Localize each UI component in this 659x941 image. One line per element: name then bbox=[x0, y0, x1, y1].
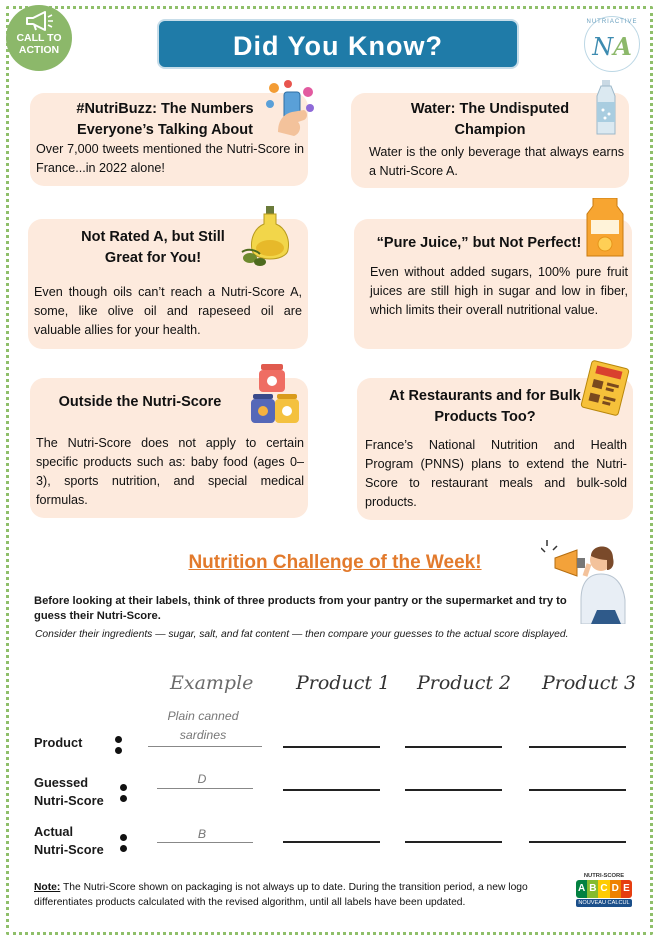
card-body: Over 7,000 tweets mentioned the Nutri-Score in France...in 2022 alone! bbox=[36, 142, 304, 175]
olive-oil-bottle-icon bbox=[240, 206, 296, 266]
card-body: Even though oils can’t reach a Nutri-Score A, some, like olive oil and rapeseed oil are valuable allies for your health. bbox=[34, 285, 302, 337]
column-header-product-3: Product 3 bbox=[542, 672, 637, 694]
call-to-action-badge bbox=[6, 5, 72, 71]
nutriscore-grade-e: E bbox=[621, 880, 632, 898]
baby-food-jars-icon bbox=[249, 364, 301, 426]
megaphone-icon bbox=[24, 11, 54, 31]
card-title-line-1: At Restaurants and for Bulk bbox=[389, 388, 581, 404]
product-2-guessed-field[interactable] bbox=[405, 789, 502, 791]
product-1-guessed-field[interactable] bbox=[283, 789, 380, 791]
challenge-hint: Consider their ingredients — sugar, salt, and fat content — then compare your guesses to the actual score displayed. bbox=[35, 629, 569, 640]
row-label-actual bbox=[34, 823, 104, 859]
product-3-actual-field[interactable] bbox=[529, 841, 626, 843]
page-title: Did You Know? bbox=[157, 19, 519, 69]
product-1-answer-field[interactable] bbox=[283, 746, 380, 748]
example-guessed-line bbox=[157, 788, 253, 789]
colon-marker bbox=[120, 782, 127, 804]
phone-social-icon bbox=[264, 80, 314, 136]
example-product-line bbox=[148, 746, 262, 747]
card-title bbox=[367, 386, 603, 428]
row-label-actual-line-1: Actual bbox=[34, 824, 74, 839]
logo-monogram bbox=[584, 32, 640, 61]
cta-line-2: ACTION bbox=[18, 44, 60, 56]
footnote-lead: Note: bbox=[34, 882, 61, 893]
column-header-product-1: Product 1 bbox=[296, 672, 391, 694]
product-3-guessed-field[interactable] bbox=[529, 789, 626, 791]
card-body: Even without added sugars, 100% pure fruit juices are still high in sugar and low in fiber, which limits their overall nutritional value. bbox=[370, 265, 628, 317]
row-label-product-text: Product bbox=[34, 735, 83, 750]
row-label-guessed bbox=[34, 774, 104, 810]
nutriactive-logo bbox=[584, 16, 640, 72]
row-label-guessed-line-1: Guessed bbox=[34, 775, 89, 790]
logo-brand: NUTRIACTIVE bbox=[586, 19, 638, 25]
nutriscore-grade-d: D bbox=[610, 880, 621, 898]
fact-card-water bbox=[351, 93, 629, 188]
card-title bbox=[364, 233, 594, 254]
card-title-line-2: Products Too? bbox=[434, 409, 536, 425]
card-title-line-1: #NutriBuzz: The Numbers bbox=[76, 101, 254, 117]
nutriscore-footer: NOUVEAU CALCUL bbox=[576, 899, 632, 907]
card-body: The Nutri-Score does not apply to certain specific products such as: baby food (ages 0–3), sports nutrition, and special medical formulas. bbox=[36, 436, 304, 507]
nutriscore-grade-bar bbox=[576, 880, 632, 898]
card-title-line-1: Outside the Nutri-Score bbox=[58, 394, 222, 410]
product-2-actual-field[interactable] bbox=[405, 841, 502, 843]
cta-line-1: CALL TO bbox=[16, 32, 62, 44]
menu-board-icon bbox=[578, 360, 632, 416]
row-label-guessed-line-2: Nutri-Score bbox=[34, 793, 104, 808]
card-body: Water is the only beverage that always earns a Nutri-Score A. bbox=[369, 145, 624, 178]
column-header-product-2: Product 2 bbox=[417, 672, 512, 694]
nutriscore-grade-b: B bbox=[587, 880, 598, 898]
footnote-text: The Nutri-Score shown on packaging is not always up to date. During the transition period, a new logo differentiates products calculated with the revised algorithm, until all labels have been updated. bbox=[34, 882, 528, 908]
card-title-line-1: “Pure Juice,” but Not Perfect! bbox=[376, 235, 582, 251]
card-title-line-1: Not Rated A, but Still bbox=[81, 229, 225, 245]
example-actual-line bbox=[157, 842, 253, 843]
water-bottle-icon bbox=[591, 80, 621, 136]
example-product-value: Plain canned sardines bbox=[167, 709, 239, 742]
card-title-line-1: Water: The Undisputed bbox=[410, 101, 570, 117]
orange-juice-carton-icon bbox=[585, 198, 625, 258]
example-guessed-value: D bbox=[197, 772, 207, 786]
card-title bbox=[38, 227, 268, 269]
card-title-line-2: Everyone’s Talking About bbox=[77, 122, 253, 138]
product-1-actual-field[interactable] bbox=[283, 841, 380, 843]
logo-monogram-a: A bbox=[613, 32, 632, 61]
column-header-example: Example bbox=[170, 672, 254, 694]
row-label-product bbox=[34, 734, 82, 752]
footnote bbox=[34, 880, 564, 910]
card-title bbox=[371, 99, 609, 141]
colon-marker bbox=[115, 734, 122, 756]
row-label-actual-line-2: Nutri-Score bbox=[34, 842, 104, 857]
card-title bbox=[40, 99, 290, 141]
nutriscore-badge bbox=[576, 873, 632, 911]
colon-marker bbox=[120, 832, 127, 854]
card-title-line-2: Champion bbox=[454, 122, 526, 138]
product-2-answer-field[interactable] bbox=[405, 746, 502, 748]
example-actual-value: B bbox=[197, 827, 207, 841]
challenge-title: Nutrition Challenge of the Week! bbox=[188, 552, 482, 573]
challenge-intro: Before looking at their labels, think of three products from your pantry or the supermarket and try to guess their Nutri-Score. bbox=[34, 595, 567, 622]
nutriscore-grade-c: C bbox=[598, 880, 609, 898]
card-body: France’s National Nutrition and Health Program (PNNS) plans to extend the Nutri-Score to restaurant meals and bulk-sold products. bbox=[365, 438, 627, 509]
card-title bbox=[40, 392, 240, 413]
card-title-line-2: Great for You! bbox=[104, 250, 202, 266]
nutriscore-grade-a: A bbox=[576, 880, 587, 898]
nutriscore-caption: NUTRI-SCORE bbox=[583, 873, 625, 879]
logo-monogram-n: N bbox=[592, 33, 614, 61]
product-3-answer-field[interactable] bbox=[529, 746, 626, 748]
